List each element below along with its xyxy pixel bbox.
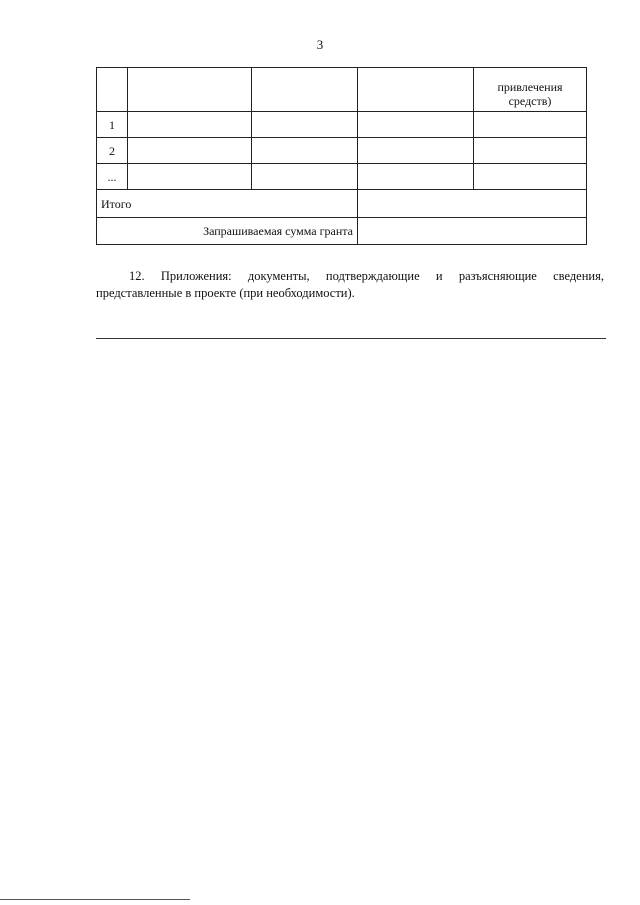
page-number: 3: [316, 37, 324, 52]
table-cell: [252, 112, 358, 138]
footer-line: [0, 899, 190, 900]
table-cell: [97, 68, 128, 112]
table-cell: [358, 68, 474, 112]
total-row: [97, 190, 587, 218]
table-cell: [474, 138, 587, 164]
grant-row: [97, 218, 587, 245]
appendix-paragraph: [96, 268, 604, 302]
table-row: [97, 138, 587, 164]
header-continuation-cell: [474, 68, 587, 112]
header-continuation-line2: средств): [508, 94, 552, 108]
appendix-line1: 12. Приложения: документы, подтверждающие и разъясняющие сведения,: [129, 269, 604, 283]
table-cell: [474, 112, 587, 138]
table-cell: [358, 164, 474, 190]
appendix-line2: представленные в проекте (при необходимости).: [96, 286, 355, 300]
row-number: 2: [97, 138, 128, 164]
table-cell: [252, 164, 358, 190]
table-cell: [474, 164, 587, 190]
budget-table: [96, 67, 587, 245]
total-value-cell: [358, 190, 587, 218]
table-cell: [252, 138, 358, 164]
table-cell: [358, 138, 474, 164]
table-cell: [252, 68, 358, 112]
table-header-row: [97, 68, 587, 112]
table-cell: [358, 112, 474, 138]
row-number: ...: [97, 164, 128, 190]
header-continuation-line1: привлечения: [497, 80, 563, 94]
grant-value-cell: [358, 218, 587, 245]
table-cell: [128, 112, 252, 138]
table-cell: [128, 68, 252, 112]
total-label: Итого: [97, 190, 358, 218]
section-divider: [96, 338, 606, 339]
table-row: [97, 164, 587, 190]
table-row: [97, 112, 587, 138]
table-cell: [128, 164, 252, 190]
row-number: 1: [97, 112, 128, 138]
grant-label: Запрашиваемая сумма гранта: [97, 218, 358, 245]
table-cell: [128, 138, 252, 164]
